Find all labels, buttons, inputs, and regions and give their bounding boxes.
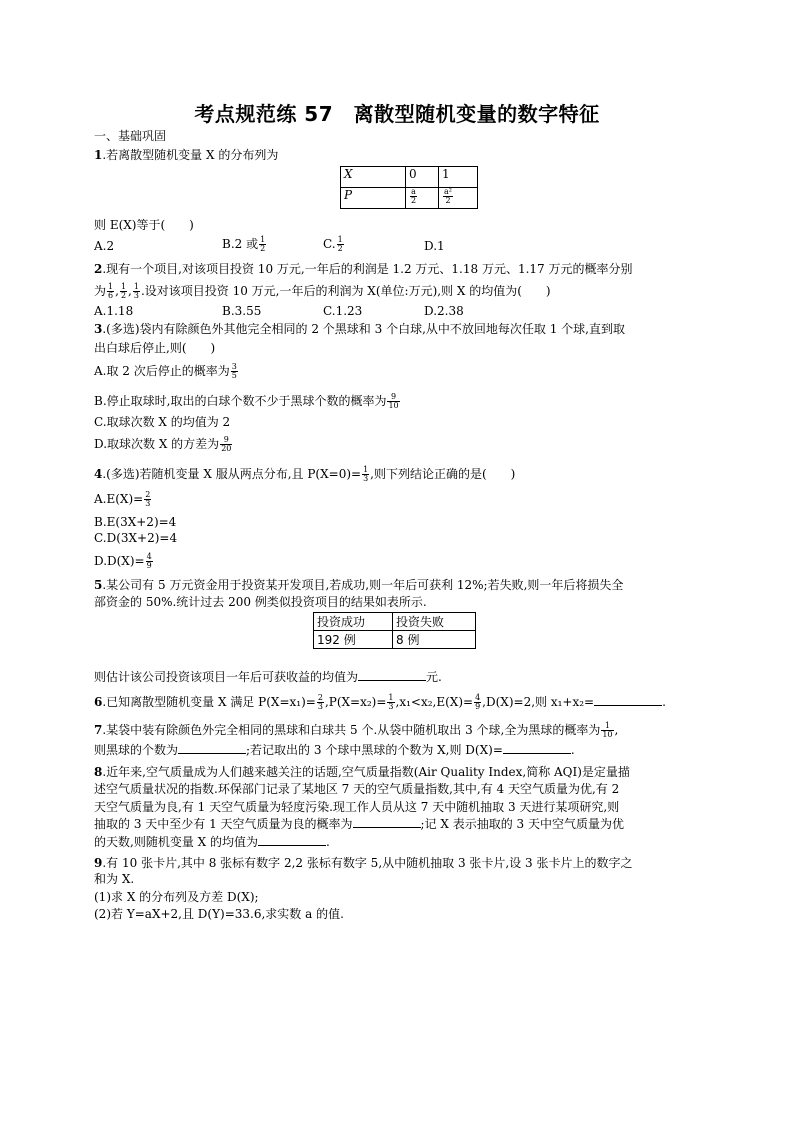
text: 的天数,则随机变量 X 的均值为 [94, 835, 258, 849]
fraction: $\frac{1}{3}$ [133, 282, 139, 300]
text: .已知离散型随机变量 X 满足 P(X=x₁)= [102, 695, 316, 709]
text: 元. [426, 670, 442, 684]
question-8-line3: 天空气质量为良,有 1 天空气质量为轻度污染.现工作人员从这 7 天中随机抽取 3 天进行某项研究,则 [94, 800, 620, 814]
text: B.停止取球时,取出的白球个数不少于黑球个数的概率为 [94, 394, 387, 408]
question-3 [94, 322, 625, 337]
table-header: 投资失败 [393, 613, 476, 631]
text: ,则下列结论正确的是( ) [370, 467, 516, 481]
question-9-part2: (2)若 Y=aX+2,且 D(Y)=33.6,求实数 a 的值. [94, 907, 344, 921]
question-number: 6 [94, 695, 103, 709]
question-3-line2: 出白球后停止,则( ) [94, 341, 216, 355]
text: A.取 2 次后停止的概率为 [94, 364, 230, 378]
answer-blank[interactable] [594, 695, 662, 706]
question-9 [94, 856, 632, 871]
answer-blank[interactable] [503, 743, 571, 754]
question-8-line5 [94, 835, 330, 850]
question-7-line2 [94, 743, 575, 758]
text: 抽取的 3 天中至少有 1 天空气质量为良的概率为 [94, 817, 353, 831]
option-a [94, 363, 239, 380]
question-number: 2 [94, 262, 103, 276]
fraction: $\frac{1}{6}$ [108, 282, 114, 300]
option-b: B.3.55 [222, 304, 262, 318]
question-4 [94, 466, 515, 483]
option-d: D.2.38 [424, 304, 464, 318]
fraction: $\frac{4}{9}$ [475, 693, 481, 711]
question-9-line2: 和为 X. [94, 872, 135, 886]
option-b [94, 393, 401, 410]
text: , [614, 723, 619, 737]
text: .(多选)若随机变量 X 服从两点分布,且 P(X=0)= [102, 467, 362, 481]
fraction: $\frac{4}{9}$ [146, 552, 152, 570]
question-number: 3 [94, 322, 103, 336]
question-text: .现有一个项目,对该项目投资 10 万元,一年后的利润是 1.2 万元、1.18 万元、1.17 万元的概率分别 [102, 262, 633, 276]
text: 为 [94, 284, 107, 298]
text: .近年来,空气质量成为人们越来越关注的话题,空气质量指数(Air Quality Index,简称 AQI)是定量描 [102, 765, 630, 779]
option-d: D.1 [424, 239, 445, 253]
option-a: A.2 [94, 239, 115, 253]
question-text: .某公司有 5 万元资金用于投资某开发项目,若成功,则一年后可获利 12%;若失败,则一年后将损失全 [102, 578, 624, 592]
fraction: $\frac{1}{2}$ [120, 282, 127, 300]
question-9-part1: (1)求 X 的分布列及方差 D(X); [94, 890, 259, 904]
text: .设对该项目投资 10 万元,一年后的利润为 X(单位:万元),则 X 的均值为( ) [140, 284, 551, 298]
table-cell: 192 例 [314, 631, 393, 649]
question-number: 1 [94, 148, 103, 162]
option-c: C. $\frac{1}{2}$ [323, 235, 343, 253]
text: D.取球次数 X 的方差为 [94, 437, 220, 451]
question-2 [94, 262, 632, 277]
text: . [662, 695, 666, 709]
table-header: 投资成功 [314, 613, 393, 631]
question-number: 7 [94, 723, 103, 737]
fraction: $\frac{2}{3}$ [145, 490, 151, 508]
question-5-line2: 部资金的 50%.统计过去 200 例类似投资项目的结果如表所示. [94, 595, 427, 609]
option-c: C.D(3X+2)=4 [94, 531, 178, 545]
question-6 [94, 694, 666, 711]
fraction: $\frac{\text{a²}}{2}$ [444, 187, 452, 205]
option-b: B.E(3X+2)=4 [94, 515, 177, 529]
option-b: B.2 或 $\frac{1}{2}$ [222, 235, 266, 253]
question-8 [94, 765, 630, 780]
fraction: $\frac{9}{10}$ [388, 392, 399, 410]
table-cell [406, 188, 439, 209]
text: . [326, 835, 330, 849]
section-heading: 一、基础巩固 [94, 129, 167, 143]
table-cell: 8 例 [393, 631, 476, 649]
option-c: C.1.23 [323, 304, 363, 318]
text: ,x₁<x₂,E(X)= [395, 695, 474, 709]
text: .有 10 张卡片,其中 8 张标有数字 2,2 张标有数字 5,从中随机抽取 3 张卡片,设 3 张卡片上的数字之 [102, 856, 633, 870]
fraction: $\frac{9}{20}$ [221, 435, 232, 453]
question-1 [94, 148, 278, 163]
answer-blank[interactable] [358, 670, 426, 681]
question-8-line2: 述空气质量状况的指数.环保部门记录了某地区 7 天的空气质量指数,其中,有 4 天空气质量为优,有 2 [94, 782, 620, 796]
fraction: $\frac{1}{10}$ [602, 721, 613, 739]
question-7 [94, 722, 618, 739]
table-cell: P [341, 188, 406, 209]
fraction: $\frac{3}{5}$ [231, 362, 237, 380]
investment-table [313, 612, 476, 649]
fraction: $\frac{1}{3}$ [388, 693, 394, 711]
fraction: $\frac{a}{2}$ [411, 187, 417, 205]
option-a [94, 491, 152, 508]
option-d [94, 436, 233, 453]
question-number: 5 [94, 578, 103, 592]
option-d [94, 553, 154, 570]
question-1-ask: 则 E(X)等于( ) [94, 218, 194, 232]
text: ;若记取出的 3 个球中黑球的个数为 X,则 D(X)= [246, 743, 503, 757]
page-title: 考点规范练 57 离散型随机变量的数字特征 [194, 102, 600, 126]
question-text: .若离散型随机变量 X 的分布列为 [102, 148, 279, 162]
question-number: 9 [94, 856, 103, 870]
question-number: 4 [94, 467, 103, 481]
text: A.E(X)= [94, 492, 144, 506]
answer-blank[interactable] [258, 835, 326, 846]
question-8-line4 [94, 817, 624, 832]
text: ;记 X 表示抽取的 3 天中空气质量为优 [420, 817, 625, 831]
text: ,P(X=x₂)= [324, 695, 387, 709]
text: . [570, 743, 575, 757]
question-5 [94, 578, 623, 593]
text: 则黑球的个数为 [94, 743, 179, 757]
text: 则估计该公司投资该项目一年后可获收益的均值为 [94, 670, 359, 684]
text: D.D(X)= [94, 554, 145, 568]
text: ,D(X)=2,则 x₁+x₂= [482, 695, 595, 709]
option-a: A.1.18 [94, 304, 134, 318]
text: .某袋中装有除颜色外完全相同的黑球和白球共 5 个.从袋中随机取出 3 个球,全为黑球的概率为 [102, 723, 601, 737]
answer-blank[interactable] [178, 743, 246, 754]
table-cell [439, 188, 478, 209]
question-5-ask [94, 670, 442, 685]
table-cell: 1 [439, 167, 478, 188]
distribution-table [340, 166, 478, 209]
option-c: C.取球次数 X 的均值为 2 [94, 415, 231, 429]
fraction: $\frac{1}{3}$ [363, 465, 369, 483]
question-2-line2: 为 $\frac{1}{6}$ , $\frac{1}{2}$ , $\frac{1}{3}$ .设对该项目投资 10 万元,一年后的利润为 X(单位:万元),则 X 的均值为( ) [94, 282, 551, 300]
table-cell: 0 [406, 167, 439, 188]
question-number: 8 [94, 765, 103, 779]
question-text: .(多选)袋内有除颜色外其他完全相同的 2 个黑球和 3 个白球,从中不放回地每次任取 1 个球,直到取 [102, 322, 625, 336]
answer-blank[interactable] [353, 817, 421, 828]
fraction: $\frac{2}{3}$ [317, 693, 323, 711]
table-cell: X [341, 167, 406, 188]
